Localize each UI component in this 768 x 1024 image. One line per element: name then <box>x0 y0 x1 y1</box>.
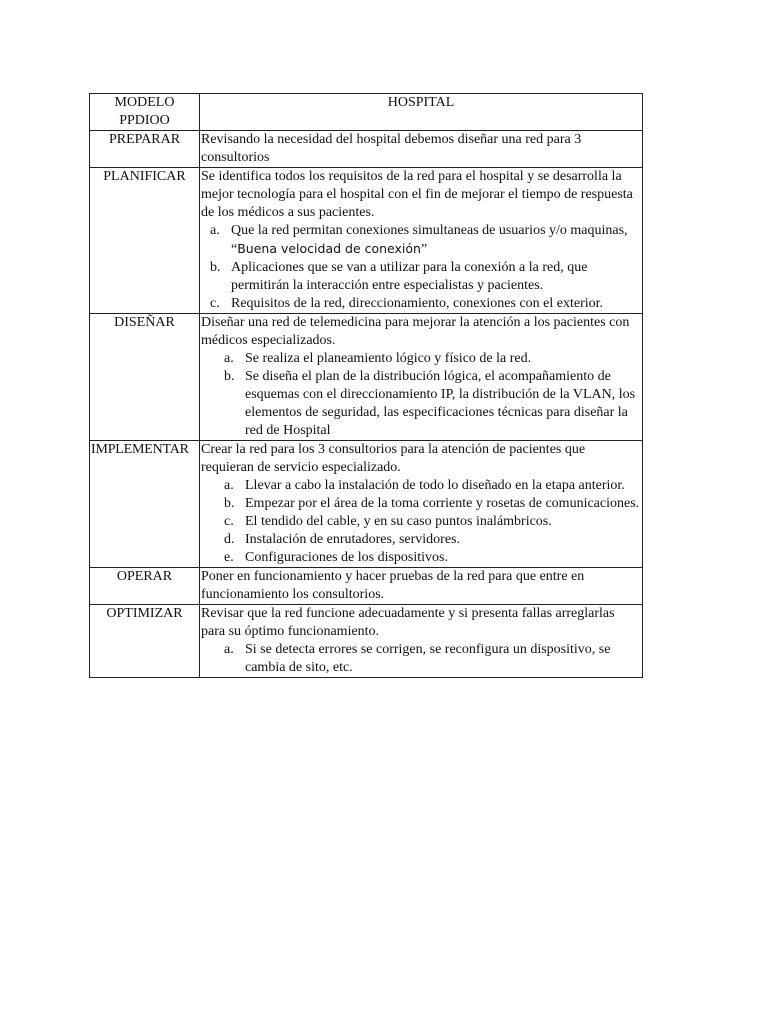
list-marker: a. <box>224 351 234 366</box>
list-marker: a. <box>210 223 220 238</box>
description-cell <box>200 314 643 441</box>
list-item-text: El tendido del cable, y en su caso puntos inalámbricos. <box>245 514 552 529</box>
list-item <box>201 513 641 531</box>
description-cell <box>200 568 643 605</box>
description-cell <box>200 605 643 678</box>
list-marker: c. <box>210 296 220 311</box>
list-marker: a. <box>224 642 234 657</box>
list-item <box>201 531 641 549</box>
table-row <box>90 314 643 441</box>
table-header-row <box>90 94 643 131</box>
list-item <box>201 259 641 295</box>
list-item <box>201 368 641 440</box>
phase-cell: PREPARAR <box>90 131 200 168</box>
list-item <box>201 549 641 567</box>
list-item-text: Empezar por el área de la toma corriente y rosetas de comunicaciones. <box>245 496 640 511</box>
list-item-text: Se realiza el planeamiento lógico y físico de la red. <box>245 351 532 366</box>
list-item <box>201 477 641 495</box>
list-item-text: Si se detecta errores se corrigen, se reconfigura un dispositivo, se cambia de sito, etc. <box>245 642 611 675</box>
list-marker: b. <box>210 260 221 275</box>
phase-cell: OPTIMIZAR <box>90 605 200 678</box>
item-list <box>201 477 641 567</box>
list-item-quoted-text: Buena velocidad de conexión <box>237 241 421 256</box>
table-row <box>90 605 643 678</box>
description-text: Poner en funcionamiento y hacer pruebas de la red para que entre en funcionamiento los consultorios. <box>201 569 585 602</box>
ppdioo-table <box>89 93 643 678</box>
phase-cell: OPERAR <box>90 568 200 605</box>
list-item-text: Llevar a cabo la instalación de todo lo diseñado en la etapa anterior. <box>245 478 625 493</box>
list-item <box>201 222 641 259</box>
description-text: Revisar que la red funcione adecuadamente y si presenta fallas arreglarlas para su óptimo funcionamiento. <box>201 606 615 639</box>
list-marker: a. <box>224 478 234 493</box>
list-item-text: Que la red permitan conexiones simultaneas de usuarios y/o maquinas, “ <box>231 223 628 257</box>
description-text: Diseñar una red de telemedicina para mejorar la atención a los pacientes con médicos especializados. <box>201 315 630 348</box>
description-cell <box>200 441 643 568</box>
list-item <box>201 350 641 368</box>
list-item-text: Aplicaciones que se van a utilizar para la conexión a la red, que permitirán la interacción entre especialistas y pacientes. <box>231 260 588 293</box>
list-marker: b. <box>224 496 235 511</box>
list-item-text: Requisitos de la red, direccionamiento, conexiones con el exterior. <box>231 296 604 311</box>
table-row <box>90 131 643 168</box>
table-row <box>90 441 643 568</box>
list-marker: c. <box>224 514 234 529</box>
item-list <box>201 350 641 440</box>
list-item-text: Instalación de enrutadores, servidores. <box>245 532 460 547</box>
phase-cell: PLANIFICAR <box>90 168 200 314</box>
list-item-text: Se diseña el plan de la distribución lógica, el acompañamiento de esquemas con el direccionamiento IP, la distribución de la VLAN, los elementos de seguridad, las especificaciones técnicas para diseñar la red de Hospital <box>245 369 636 438</box>
table-row <box>90 568 643 605</box>
phase-cell: IMPLEMENTAR <box>90 441 200 568</box>
header-subject-cell: HOSPITAL <box>200 94 643 131</box>
description-cell <box>200 131 643 168</box>
phase-cell: DISEÑAR <box>90 314 200 441</box>
list-marker: b. <box>224 369 235 384</box>
description-cell <box>200 168 643 314</box>
description-text: Se identifica todos los requisitos de la red para el hospital y se desarrolla la mejor tecnología para el hospital con el fin de mejorar el tiempo de respuesta de los médicos a sus pacientes. <box>201 169 633 220</box>
table-row <box>90 168 643 314</box>
header-model-cell: MODELO PPDIOO <box>90 94 200 131</box>
item-list <box>201 641 641 677</box>
list-item <box>201 495 641 513</box>
item-list <box>201 222 641 313</box>
list-item <box>201 641 641 677</box>
description-text: Revisando la necesidad del hospital debemos diseñar una red para 3 consultorios <box>201 132 582 165</box>
list-item <box>201 295 641 313</box>
list-marker: d. <box>224 532 235 547</box>
list-item-text: Configuraciones de los dispositivos. <box>245 550 448 565</box>
list-marker: e. <box>224 550 234 565</box>
list-item-text-end: ” <box>420 242 428 257</box>
description-text: Crear la red para los 3 consultorios para la atención de pacientes que requieran de servicio especializado. <box>201 442 586 475</box>
